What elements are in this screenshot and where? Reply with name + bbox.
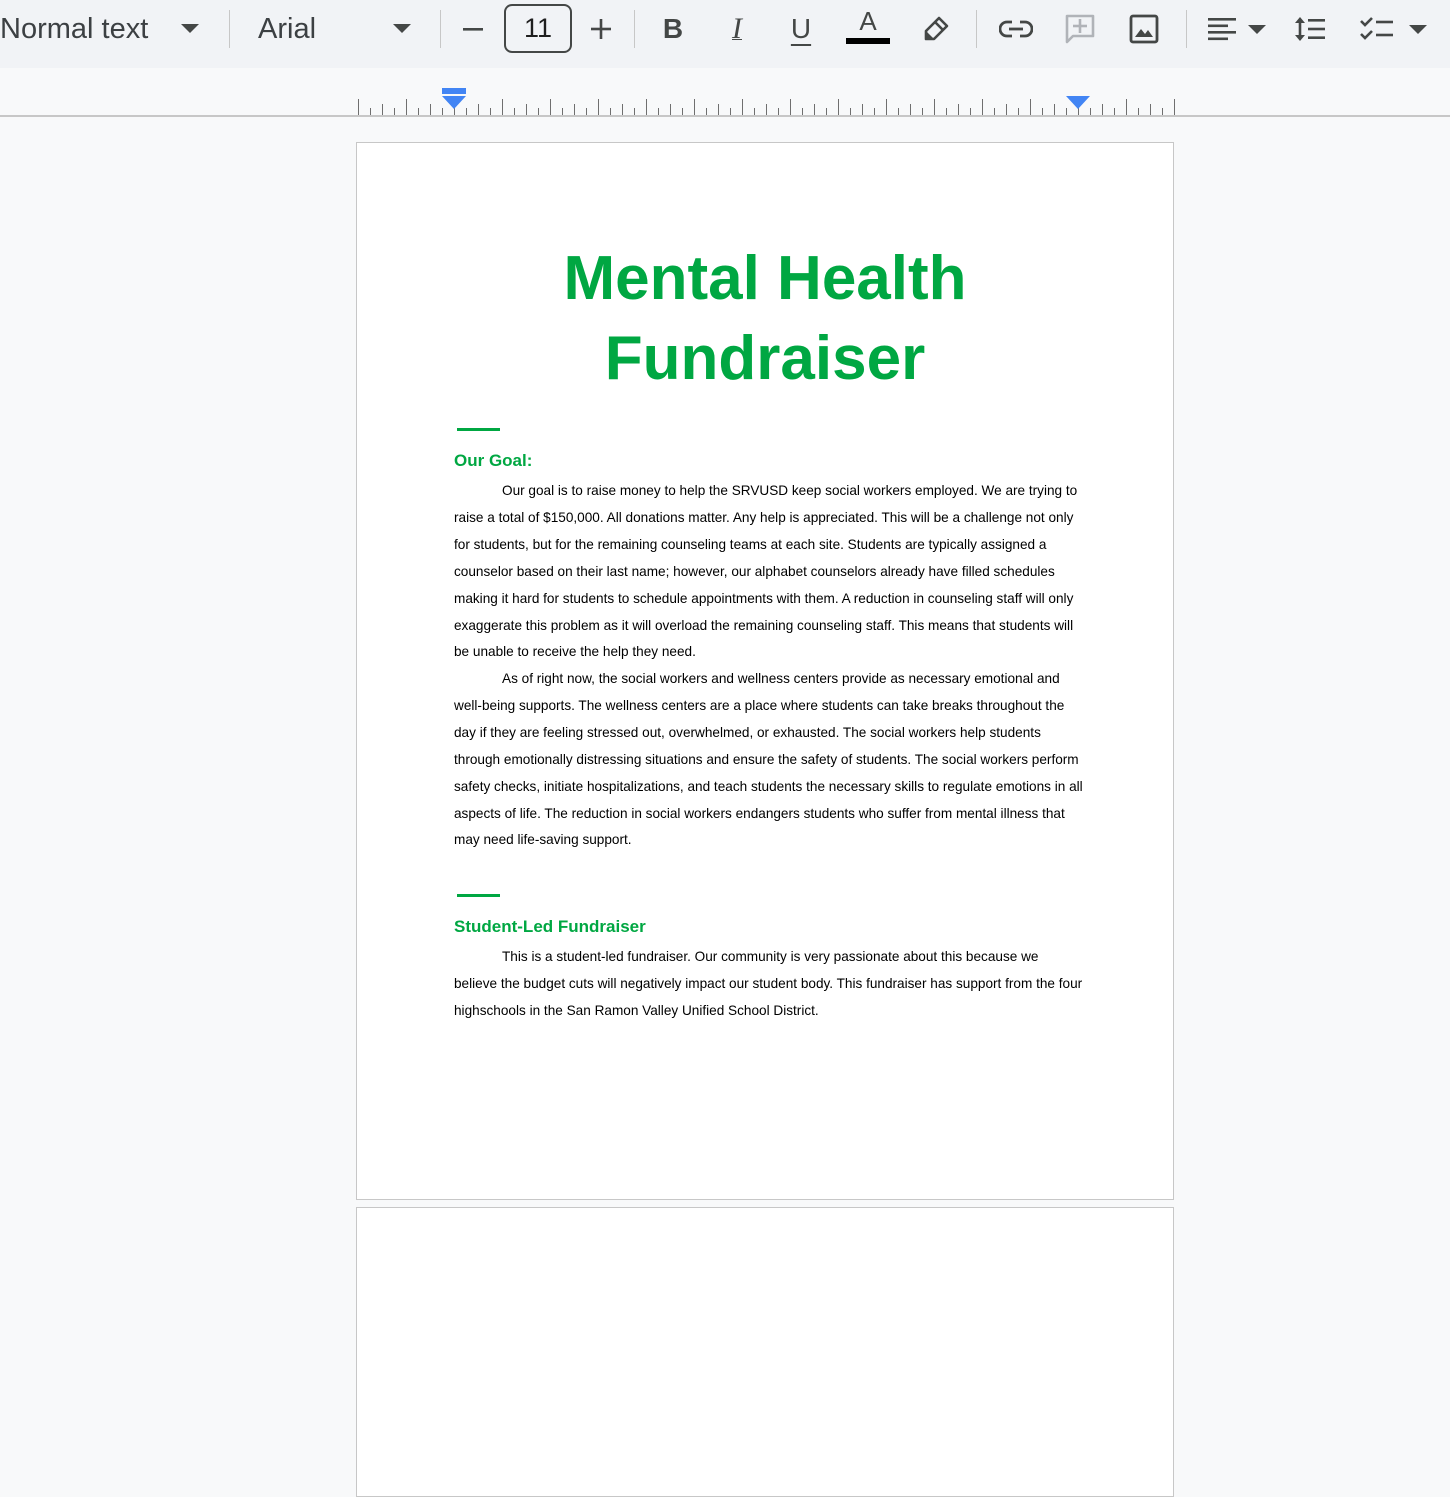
bold-button[interactable] [655, 0, 691, 58]
underline-button[interactable] [783, 0, 819, 58]
align-dropdown[interactable] [1203, 0, 1269, 58]
ruler-tick [598, 99, 599, 115]
ruler-tick [682, 108, 683, 115]
ruler-tick [1006, 104, 1007, 115]
ruler-tick [586, 108, 587, 115]
ruler-tick [538, 108, 539, 115]
ruler-tick [670, 104, 671, 115]
increase-font-size-button[interactable] [586, 0, 616, 58]
text-color-icon: A [859, 6, 877, 36]
add-comment-icon [1064, 13, 1096, 45]
ruler-tick [706, 108, 707, 115]
insert-link-button[interactable] [996, 0, 1036, 58]
ruler-tick [814, 104, 815, 115]
right-indent-triangle-icon [1066, 96, 1090, 110]
ruler-tick [1138, 108, 1139, 115]
checklist-dropdown[interactable] [1356, 0, 1430, 58]
insert-image-icon [1129, 14, 1159, 44]
ruler-tick [994, 108, 995, 115]
ruler-tick [610, 108, 611, 115]
ruler-tick [418, 108, 419, 115]
ruler-tick [1102, 104, 1103, 115]
checklist-icon [1359, 15, 1395, 43]
ruler-tick [430, 104, 431, 115]
ruler-tick [1114, 108, 1115, 115]
section-divider [457, 428, 500, 431]
ruler-tick [382, 104, 383, 115]
link-icon [999, 19, 1033, 39]
document-title [357, 239, 1173, 399]
toolbar-divider [634, 10, 635, 48]
chevron-down-icon [181, 24, 199, 33]
ruler-tick [466, 108, 467, 115]
align-left-icon [1206, 15, 1238, 43]
ruler-tick [730, 108, 731, 115]
highlight-color-button[interactable] [918, 0, 954, 58]
text-color-button[interactable] [845, 0, 891, 58]
ruler-tick [886, 99, 887, 115]
plus-icon [589, 17, 613, 41]
ruler-tick [1150, 104, 1151, 115]
ruler-tick [958, 104, 959, 115]
ruler-tick [934, 99, 935, 115]
font-family-dropdown[interactable] [258, 0, 418, 58]
paragraph-style-dropdown[interactable] [0, 0, 210, 58]
section-heading: Our Goal: [454, 451, 533, 470]
ruler-tick [910, 104, 911, 115]
insert-image-button[interactable] [1126, 0, 1162, 58]
formatting-toolbar [0, 0, 1450, 68]
ruler-tick [514, 108, 515, 115]
ruler-tick [1126, 99, 1127, 115]
font-family-value: Arial [258, 12, 317, 45]
ruler-tick [802, 108, 803, 115]
ruler-tick [526, 104, 527, 115]
body-paragraph: As of right now, the social workers and wellness centers provide as necessary emotional and well-being supports. The wellness centers are a place where students can take breaks throughout the day if they are feeling stressed out, overwhelmed, or exhausted. The social workers help students through emotionally distressing situations and ensure the safety of students. The social workers perform safety checks, initiate hospitalizations, and teach students the necessary skills to regulate emotions in all aspects of life. The reduction in social workers endangers students who suffer from mental illness that may need life-saving support. [454, 671, 1083, 848]
chevron-down-icon [1409, 25, 1427, 34]
ruler-tick [694, 99, 695, 115]
ruler-tick [946, 108, 947, 115]
ruler-tick [394, 108, 395, 115]
toolbar-divider [440, 10, 441, 48]
ruler-tick [490, 108, 491, 115]
italic-icon: I [732, 12, 742, 45]
font-size-value: 11 [523, 13, 553, 43]
chevron-down-icon [1248, 25, 1266, 34]
ruler-tick [502, 99, 503, 115]
ruler-tick [550, 99, 551, 115]
line-spacing-button[interactable] [1290, 0, 1330, 58]
document-page[interactable] [356, 1207, 1174, 1497]
ruler-tick [778, 108, 779, 115]
toolbar-divider [976, 10, 977, 48]
ruler-tick [622, 104, 623, 115]
italic-button[interactable] [719, 0, 755, 58]
ruler-tick [862, 104, 863, 115]
ruler-tick [478, 104, 479, 115]
ruler-tick [838, 99, 839, 115]
left-indent-triangle-icon [442, 96, 466, 110]
ruler-tick [982, 99, 983, 115]
line-spacing-icon [1293, 15, 1327, 43]
body-paragraph: Our goal is to raise money to help the SRVUSD keep social workers employed. We are trying to raise a total of $150,000. All donations matter. Any help is appreciated. This will be a challenge not only for students, but for the remaining counseling teams at each site. Students are typically assigned a counselor based on their last name; however, our alphabet counselors already have filled schedules making it hard for students to schedule appointments with them. A reduction in counseling staff will only exaggerate this problem as it will overload the remaining counseling staff. This means that students will be unable to receive the help they need. [454, 483, 1078, 660]
text-color-swatch [846, 38, 890, 44]
ruler-tick [634, 108, 635, 115]
ruler-tick [562, 108, 563, 115]
chevron-down-icon [393, 24, 411, 33]
highlight-icon [922, 15, 950, 43]
ruler-tick [658, 108, 659, 115]
ruler-tick [370, 108, 371, 115]
font-size-input[interactable] [504, 4, 572, 53]
ruler-tick [1174, 99, 1175, 115]
bold-icon: B [662, 13, 684, 44]
ruler-tick [718, 104, 719, 115]
right-indent-marker[interactable] [1066, 96, 1090, 110]
ruler [0, 68, 1450, 117]
toolbar-divider [229, 10, 230, 48]
add-comment-button[interactable] [1062, 0, 1098, 58]
ruler-tick [754, 108, 755, 115]
title-line: Mental Health [563, 244, 967, 313]
document-page[interactable] [356, 142, 1174, 1200]
body-paragraph: This is a student-led fundraiser. Our community is very passionate about this because we believe the budget cuts will negatively impact our student body. This fundraiser has support from the four highschools in the San Ramon Valley Unified School District. [454, 949, 1083, 1018]
ruler-tick [1018, 108, 1019, 115]
ruler-tick [898, 108, 899, 115]
ruler-tick [970, 108, 971, 115]
title-line: Fundraiser [604, 324, 926, 393]
ruler-tick [922, 108, 923, 115]
ruler-tick [826, 108, 827, 115]
ruler-tick [1162, 108, 1163, 115]
section-divider [457, 894, 500, 897]
decrease-font-size-button[interactable] [458, 0, 488, 58]
minus-icon [461, 17, 485, 41]
ruler-tick [1054, 104, 1055, 115]
ruler-tick [742, 99, 743, 115]
ruler-tick [358, 99, 359, 115]
ruler-tick [1042, 108, 1043, 115]
toolbar-divider [1186, 10, 1187, 48]
left-indent-marker[interactable] [442, 96, 466, 110]
ruler-tick [1030, 99, 1031, 115]
ruler-tick [646, 99, 647, 115]
ruler-tick [766, 104, 767, 115]
paragraph-style-value: Normal text [0, 12, 149, 45]
ruler-tick [1090, 108, 1091, 115]
underline-icon: U [790, 13, 812, 44]
horizontal-ruler[interactable] [358, 96, 1176, 115]
first-line-indent-marker[interactable] [442, 88, 466, 94]
section-heading: Student-Led Fundraiser [454, 917, 646, 936]
ruler-tick [874, 108, 875, 115]
ruler-tick [574, 104, 575, 115]
ruler-tick [790, 99, 791, 115]
ruler-tick [850, 108, 851, 115]
ruler-tick [406, 99, 407, 115]
